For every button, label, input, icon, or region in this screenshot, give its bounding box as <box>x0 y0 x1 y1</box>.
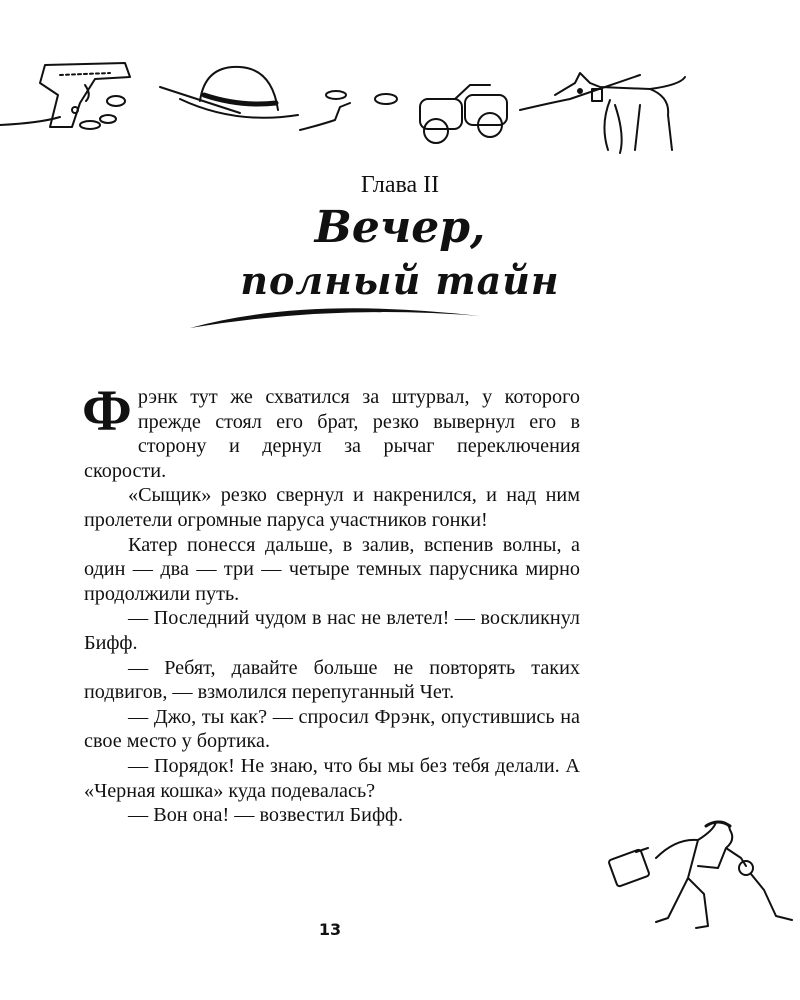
chapter-label: Глава II <box>360 172 440 198</box>
chapter-title-line-2: полный тайн <box>240 258 560 303</box>
paragraph-8: — Вон она! — возвестил Бифф. <box>128 804 404 827</box>
title-underline-swash <box>185 298 485 338</box>
chapter-title-line-1: Вечер, <box>314 202 486 253</box>
binoculars-icon <box>420 85 507 143</box>
header-illustration <box>0 55 800 165</box>
paragraph-6: — Джо, ты как? — спросил Фрэнк, опустившись на свое место у бортика. <box>84 705 580 753</box>
paragraph-7: — Порядок! Не знаю, что бы мы без тебя делали. А «Черная кошка» куда подевалась? <box>84 754 580 802</box>
paragraph-3: Катер понесся дальше, в залив, вспенив волны, а один — два — три — четыре темных парусника мирно продолжили путь. <box>84 533 580 605</box>
paragraph-4: — Последний чудом в нас не влетел! — воскликнул Бифф. <box>84 607 580 654</box>
chapter-title <box>0 200 800 306</box>
footprints-icon <box>80 91 397 129</box>
running-detective-icon <box>596 818 796 930</box>
drop-cap: Ф <box>82 378 132 443</box>
paragraph-2: «Сыщик» резко свернул и накренился, и над ним пролетели огромные паруса участников гонки! <box>84 484 580 531</box>
dog-icon <box>555 73 685 153</box>
chapter-body <box>82 378 580 828</box>
fedora-hat-icon <box>180 67 298 118</box>
paragraph-5: — Ребят, давайте больше не повторять таких подвигов, — взмолился перепуганный Чет. <box>84 656 580 704</box>
paragraph-1 <box>82 378 580 483</box>
page-number: 13 <box>318 920 342 939</box>
paragraph-1-text: рэнк тут же схватился за штурвал, у которого прежде стоял его брат, резко вывернул его в сторону и дернул за рычаг переключения скорости. <box>84 386 580 482</box>
